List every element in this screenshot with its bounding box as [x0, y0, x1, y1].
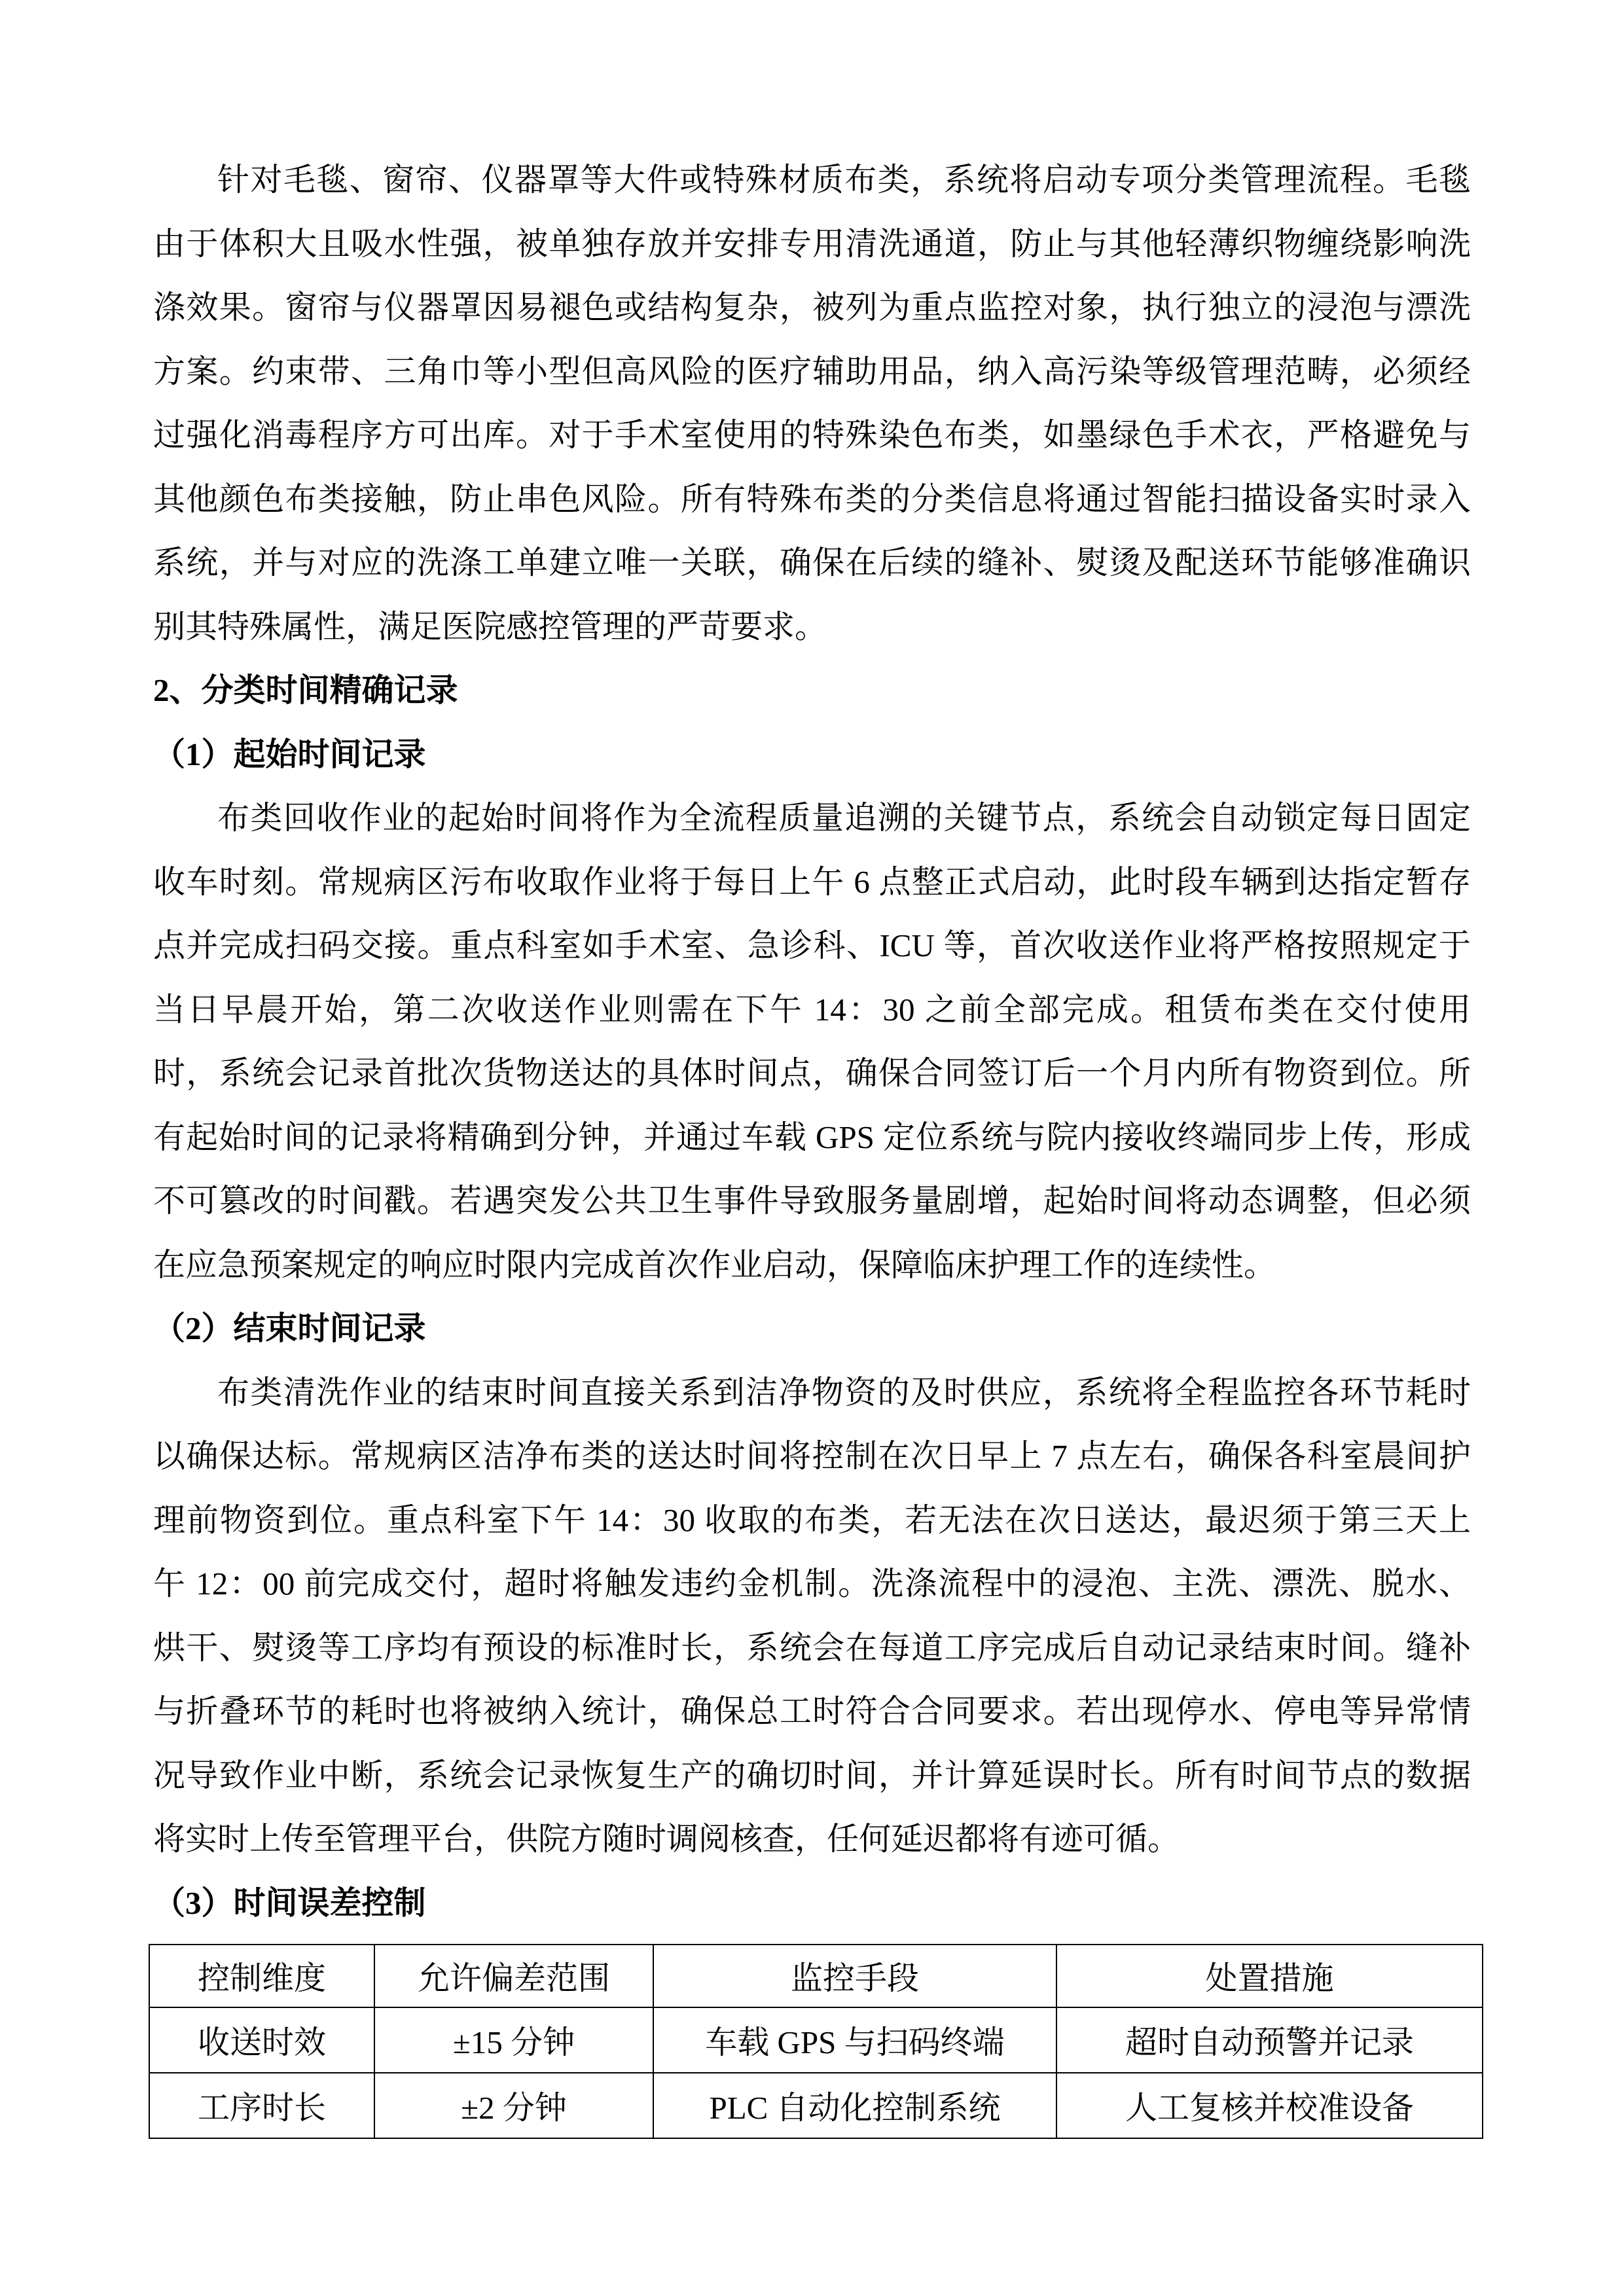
- paragraph-line: 烘干、熨烫等工序均有预设的标准时长，系统会在每道工序完成后自动记录结束时间。缝补: [153, 1629, 1471, 1666]
- paragraph-line: 其他颜色布类接触，防止串色风险。所有特殊布类的分类信息将通过智能扫描设备实时录入: [153, 480, 1471, 517]
- subsection-heading-end-time: （2）结束时间记录: [153, 1310, 426, 1346]
- paragraph-line: 别其特殊属性，满足医院感控管理的严苛要求。: [153, 608, 827, 645]
- table-cell: 车载 GPS 与扫码终端: [653, 2007, 1056, 2073]
- paragraph-line: 在应急预案规定的响应时限内完成首次作业启动，保障临床护理工作的连续性。: [153, 1246, 1276, 1283]
- paragraph-line: 有起始时间的记录将精确到分钟，并通过车载 GPS 定位系统与院内接收终端同步上传，形成: [153, 1119, 1471, 1155]
- table-cell: 工序时长: [149, 2073, 374, 2138]
- paragraph-line: 理前物资到位。重点科室下午 14：30 收取的布类，若无法在次日送达，最迟须于第三天上: [153, 1501, 1471, 1538]
- table-cell: 收送时效: [149, 2007, 374, 2073]
- table-header-cell: 控制维度: [149, 1945, 374, 2007]
- paragraph-line: 针对毛毯、窗帘、仪器罩等大件或特殊材质布类，系统将启动专项分类管理流程。毛毯: [217, 162, 1471, 198]
- paragraph-end-time: [153, 1361, 1471, 1871]
- table-row: [149, 2073, 1483, 2138]
- paragraph-line: 将实时上传至管理平台，供院方随时调阅核查，任何延迟都将有迹可循。: [153, 1821, 1180, 1857]
- time-error-control-table: [149, 1944, 1483, 2139]
- paragraph-line: 点并完成扫码交接。重点科室如手术室、急诊科、ICU 等，首次收送作业将严格按照规定于: [153, 927, 1471, 963]
- table-cell: PLC 自动化控制系统: [653, 2073, 1056, 2138]
- paragraph-line: 涤效果。窗帘与仪器罩因易褪色或结构复杂，被列为重点监控对象，执行独立的浸泡与漂洗: [153, 289, 1471, 325]
- table-cell: ±2 分钟: [374, 2073, 653, 2138]
- paragraph-line: 由于体积大且吸水性强，被单独存放并安排专用清洗通道，防止与其他轻薄织物缠绕影响洗: [153, 225, 1471, 262]
- section-heading: 2、分类时间精确记录: [153, 672, 458, 708]
- document-body: [153, 148, 1471, 1935]
- paragraph-line: 布类清洗作业的结束时间直接关系到洁净物资的及时供应，系统将全程监控各环节耗时: [217, 1374, 1471, 1410]
- paragraph-line: 方案。约束带、三角巾等小型但高风险的医疗辅助用品，纳入高污染等级管理范畴，必须经: [153, 353, 1471, 389]
- table-body: [149, 1945, 1483, 2138]
- paragraph-start-time: [153, 786, 1471, 1297]
- paragraph-line: 收车时刻。常规病区污布收取作业将于每日上午 6 点整正式启动，此时段车辆到达指定暂存: [153, 863, 1471, 900]
- table-header-row: [149, 1945, 1483, 2007]
- subsection-heading-error-control: （3）时间误差控制: [153, 1884, 426, 1921]
- paragraph-line: 况导致作业中断，系统会记录恢复生产的确切时间，并计算延误时长。所有时间节点的数据: [153, 1757, 1471, 1793]
- table-cell: ±15 分钟: [374, 2007, 653, 2073]
- paragraph-line: 过强化消毒程序方可出库。对于手术室使用的特殊染色布类，如墨绿色手术衣，严格避免与: [153, 417, 1471, 453]
- table-cell: 人工复核并校准设备: [1056, 2073, 1483, 2138]
- table-header-cell: 允许偏差范围: [374, 1945, 653, 2007]
- paragraph-line: 时，系统会记录首批次货物送达的具体时间点，确保合同签订后一个月内所有物资到位。所: [153, 1055, 1471, 1091]
- table-header-cell: 处置措施: [1056, 1945, 1483, 2007]
- paragraph-line: 系统，并与对应的洗涤工单建立唯一关联，确保在后续的缝补、熨烫及配送环节能够准确识: [153, 545, 1471, 581]
- paragraph-line: 不可篡改的时间戳。若遇突发公共卫生事件导致服务量剧增，起始时间将动态调整，但必须: [153, 1183, 1471, 1219]
- paragraph-line: 午 12：00 前完成交付，超时将触发违约金机制。洗涤流程中的浸泡、主洗、漂洗、脱水、: [153, 1566, 1471, 1602]
- paragraph-line: 以确保达标。常规病区洁净布类的送达时间将控制在次日早上 7 点左右，确保各科室晨间护: [153, 1438, 1471, 1474]
- table-cell: 超时自动预警并记录: [1056, 2007, 1483, 2073]
- paragraph-special-linen: [153, 148, 1471, 658]
- paragraph-line: 当日早晨开始，第二次收送作业则需在下午 14：30 之前全部完成。租赁布类在交付使用: [153, 991, 1471, 1028]
- subsection-heading-start-time: （1）起始时间记录: [153, 736, 426, 772]
- paragraph-line: 布类回收作业的起始时间将作为全流程质量追溯的关键节点，系统会自动锁定每日固定: [217, 800, 1471, 836]
- table-header-cell: 监控手段: [653, 1945, 1056, 2007]
- table-row: [149, 2007, 1483, 2073]
- paragraph-line: 与折叠环节的耗时也将被纳入统计，确保总工时符合合同要求。若出现停水、停电等异常情: [153, 1693, 1471, 1729]
